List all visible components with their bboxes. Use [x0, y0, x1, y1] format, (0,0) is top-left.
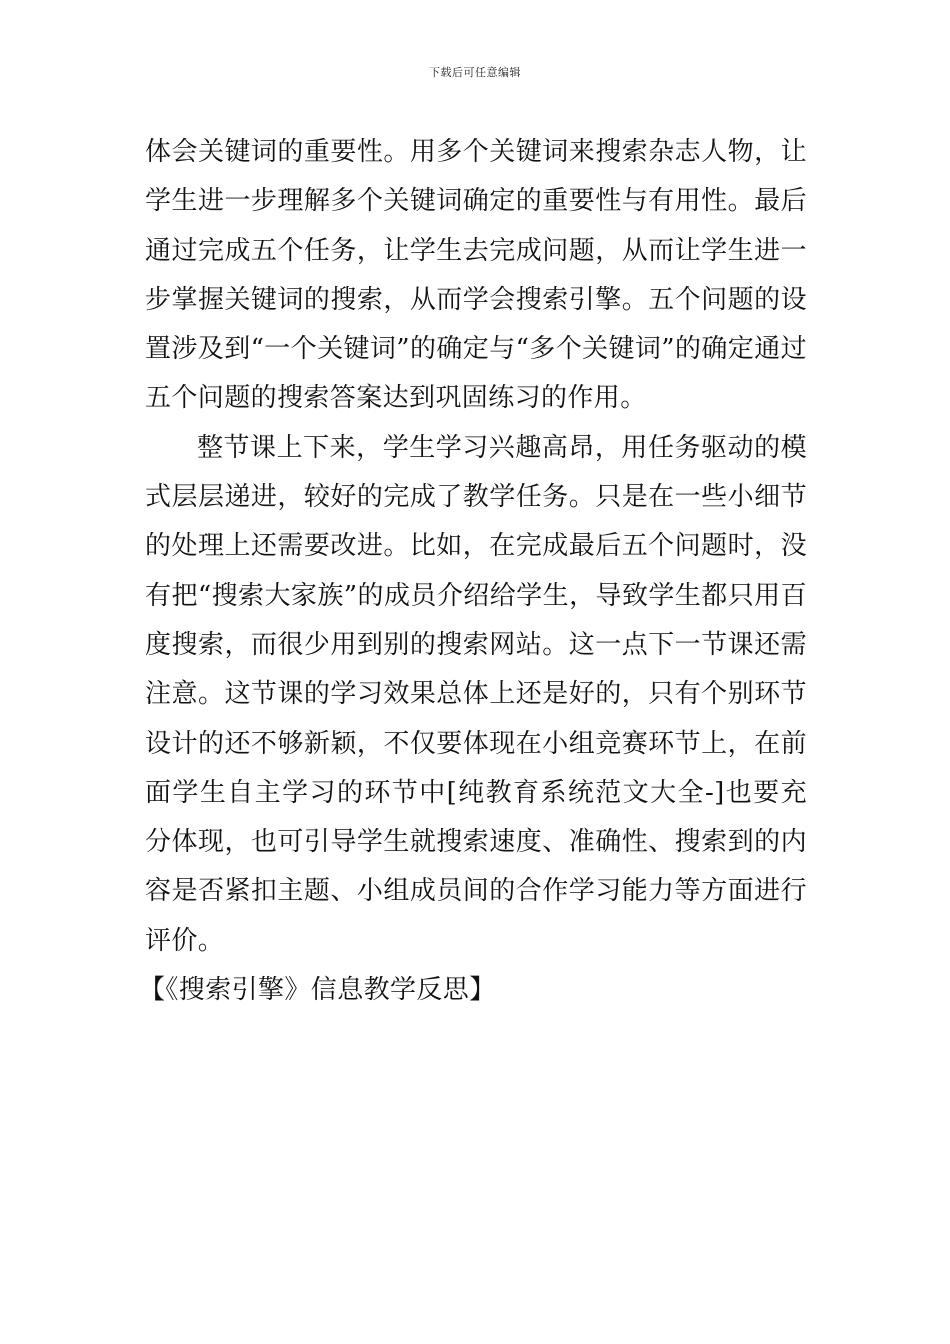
- section-heading: 【《搜索引擎》信息教学反思】: [139, 975, 496, 1006]
- paragraph-keyword-summary: 体会关键词的重要性。用多个关键词来搜索杂志人物，让学生进一步理解多个关键词确定的重要性与有用性。最后通过完成五个任务，让学生去完成问题，从而让学生进一步掌握关键词的搜索，从而学会搜索引擎。五个问题的设置涉及到“一个关键词”的确定与“多个关键词”的确定通过五个问题的搜索答案达到巩固练习的作用。: [145, 137, 807, 414]
- page-header-note: 下载后可任意编辑: [429, 66, 521, 79]
- document-body: [139, 128, 807, 1015]
- paragraph-lesson-reflection: 整节课上下来，学生学习兴趣高昂，用任务驱动的模式层层递进，较好的完成了教学任务。只是在一些小细节的处理上还需要改进。比如，在完成最后五个问题时，没有把“搜索大家族”的成员介绍给学生，导致学生都只用百度搜索，而很少用到别的搜索网站。这一点下一节课还需注意。这节课的学习效果总体上还是好的，只有个别环节设计的还不够新颖，不仅要体现在小组竞赛环节上，在前面学生自主学习的环节中[纯教育系统范文大全-]也要充分体现，也可引导学生就搜索速度、准确性、搜索到的内容是否紧扣主题、小组成员间的合作学习能力等方面进行评价。: [145, 432, 807, 956]
